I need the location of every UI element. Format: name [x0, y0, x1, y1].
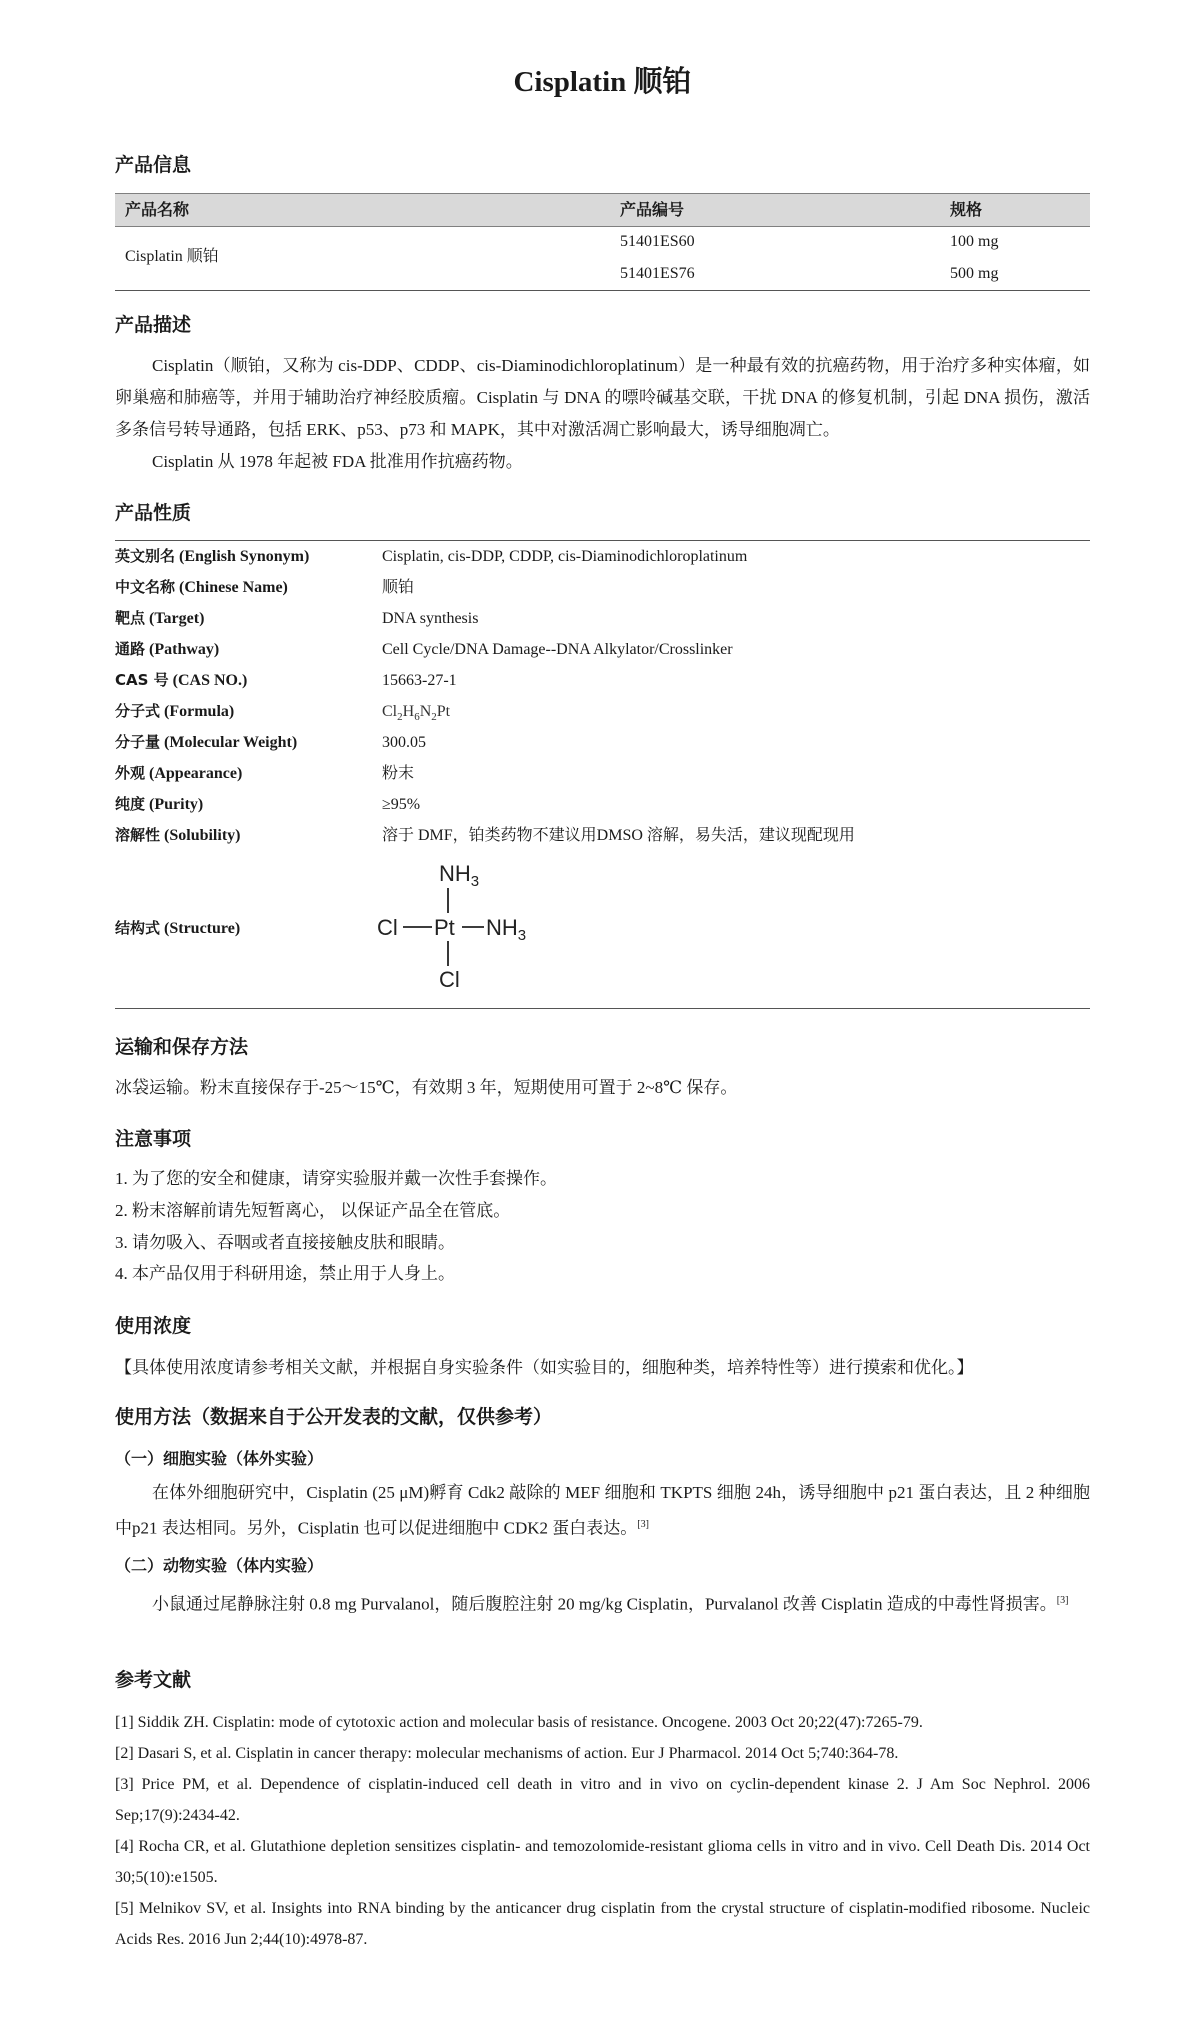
- property-value: 溶于 DMF，铂类药物不建议用DMSO 溶解，易失活，建议现配现用: [382, 827, 855, 844]
- property-value: 顺铂: [382, 579, 415, 596]
- note-item: 3. 请勿吸入、吞咽或者直接接触皮肤和眼睛。: [115, 1233, 455, 1252]
- description-paragraph: Cisplatin（顺铂，又称为 cis-DDP、CDDP、cis-Diaminodichloroplatinum）是一种最有效的抗癌药物，用于治疗多种实体瘤，如卵巢癌和肺癌等，并用于辅助治疗神经胶质瘤。Cisplatin 与 DNA 的嘌呤碱基交联，干扰 DNA 的修复机制，引起 DNA 损伤，激活多条信号转导通路，包括 ERK、p53、p73 和 MAPK，其中对激活凋亡影响最大，诱导细胞凋亡。: [115, 356, 1090, 439]
- property-key: 分子式 (Formula): [115, 702, 235, 720]
- section-product-info: 产品信息: [115, 154, 192, 176]
- property-value: DNA synthesis: [382, 610, 479, 627]
- section-storage: 运输和保存方法: [115, 1036, 249, 1058]
- header-product-name: 产品名称: [125, 200, 190, 219]
- note-item: 4. 本产品仅用于科研用途，禁止用于人身上。: [115, 1264, 455, 1283]
- table-bottom-rule: [115, 290, 1090, 291]
- structure-center-pt: Pt: [434, 915, 455, 940]
- product-name-cell: Cisplatin 顺铂: [125, 248, 219, 265]
- properties-bottom-rule: [115, 1008, 1090, 1009]
- property-row: [115, 665, 1090, 696]
- property-value: 15663-27-1: [382, 672, 457, 689]
- property-key: 中文名称 (Chinese Name): [115, 578, 288, 596]
- section-method: 使用方法（数据来自于公开发表的文献，仅供参考）: [115, 1406, 553, 1428]
- structure-left-cl: Cl: [377, 915, 398, 940]
- product-table-header: [115, 193, 1090, 227]
- property-row: [115, 913, 1090, 944]
- property-key: 通路 (Pathway): [115, 640, 220, 658]
- property-key: CAS 号 (CAS NO.): [115, 671, 248, 689]
- section-description: 产品描述: [115, 314, 192, 336]
- property-value: Cell Cycle/DNA Damage--DNA Alkylator/Crosslinker: [382, 641, 733, 658]
- concentration-text: 【具体使用浓度请参考相关文献，并根据自身实验条件（如实验目的，细胞种类，培养特性等）进行摸索和优化。】: [115, 1358, 974, 1377]
- header-spec: 规格: [950, 200, 983, 219]
- property-key: 英文别名 (English Synonym): [115, 547, 310, 565]
- page-title: Cisplatin 顺铂: [513, 66, 692, 98]
- property-key: 溶解性 (Solubility): [115, 826, 241, 844]
- section-references: 参考文献: [115, 1669, 192, 1691]
- product-code-cell: 51401ES60: [620, 233, 695, 250]
- reference-item: [5] Melnikov SV, et al. Insights into RNA binding by the anticancer drug cisplatin from the crystal structure of cisplatin-modified ribosome. Nucleic Acids Res. 2016 Jun 2;44(10):4978-87.: [115, 1900, 1090, 1948]
- storage-text: 冰袋运输。粉末直接保存于-25～15℃，有效期 3 年，短期使用可置于 2~8℃ 保存。: [115, 1078, 738, 1097]
- note-item: 1. 为了您的安全和健康，请穿实验服并戴一次性手套操作。: [115, 1169, 557, 1188]
- note-item: 2. 粉末溶解前请先短暂离心， 以保证产品全在管底。: [115, 1201, 511, 1220]
- section-properties: 产品性质: [115, 502, 192, 524]
- property-key: 靶点 (Target): [115, 609, 205, 627]
- formula-value: $Cl_2H_6N_2Pt$: [382, 703, 451, 724]
- property-key: 结构式 (Structure): [115, 919, 241, 937]
- property-row: [115, 603, 1090, 634]
- product-spec-cell: 100 mg: [950, 233, 999, 250]
- property-key: 纯度 (Purity): [115, 795, 204, 813]
- reference-item: [4] Rocha CR, et al. Glutathione depletion sensitizes cisplatin- and temozolomide-resistant glioma cells in vitro and in vivo. Cell Death Dis. 2014 Oct 30;5(10):e1505.: [115, 1838, 1090, 1886]
- structure-top-nh3: $NH_3$: [439, 861, 480, 890]
- reference-item: [3] Price PM, et al. Dependence of cisplatin-induced cell death in vitro and in vivo on cyclin-dependent kinase 2. J Am Soc Nephrol. 2006 Sep;17(9):2434-42.: [115, 1776, 1090, 1824]
- property-row: [115, 789, 1090, 820]
- description-paragraph: Cisplatin 从 1978 年起被 FDA 批准用作抗癌药物。: [152, 452, 523, 471]
- cell-experiment-text: 在体外细胞研究中，Cisplatin (25 μM)孵育 Cdk2 敲除的 MEF 细胞和 TKPTS 细胞 24h，诱导细胞中 p21 蛋白表达，且 2 种细胞中p21 表达相同。另外，Cisplatin 也可以促进细胞中 CDK2 蛋白表达。[3]: [115, 1483, 1090, 1538]
- property-row: [115, 634, 1090, 665]
- document-page: [115, 0, 1090, 1948]
- property-key: 分子量 (Molecular Weight): [115, 733, 298, 751]
- reference-item: [2] Dasari S, et al. Cisplatin in cancer therapy: molecular mechanisms of action. Eur J Pharmacol. 2014 Oct 5;740:364-78.: [115, 1745, 899, 1762]
- structure-diagram: [375, 853, 555, 993]
- property-row: [115, 820, 1090, 851]
- cell-experiment-title: （一）细胞实验（体外实验）: [115, 1449, 324, 1468]
- reference-item: [1] Siddik ZH. Cisplatin: mode of cytotoxic action and molecular basis of resistance. Oncogene. 2003 Oct 20;22(47):7265-79.: [115, 1714, 923, 1731]
- property-key: 外观 (Appearance): [115, 764, 243, 782]
- product-code-cell: 51401ES76: [620, 265, 695, 282]
- section-concentration: 使用浓度: [115, 1315, 192, 1337]
- structure-right-nh3: $NH_3$: [486, 915, 527, 944]
- property-row: [115, 541, 1090, 572]
- structure-bottom-cl: Cl: [439, 967, 460, 992]
- property-value: ≥95%: [382, 796, 421, 813]
- property-row: [115, 696, 1090, 727]
- property-value: 300.05: [382, 734, 426, 751]
- property-row: [115, 727, 1090, 758]
- animal-experiment-text: 小鼠通过尾静脉注射 0.8 mg Purvalanol，随后腹腔注射 20 mg/kg Cisplatin，Purvalanol 改善 Cisplatin 造成的中毒性肾损害。[3]: [152, 1594, 1069, 1614]
- product-table: [115, 193, 1090, 293]
- header-product-code: 产品编号: [620, 200, 685, 219]
- property-row: [115, 758, 1090, 789]
- animal-experiment-title: （二）动物实验（体内实验）: [115, 1556, 324, 1575]
- product-spec-cell: 500 mg: [950, 265, 999, 282]
- property-value: 粉末: [382, 765, 415, 782]
- property-value: Cisplatin, cis-DDP, CDDP, cis-Diaminodichloroplatinum: [382, 548, 748, 565]
- section-notes: 注意事项: [115, 1128, 192, 1150]
- property-row: [115, 572, 1090, 603]
